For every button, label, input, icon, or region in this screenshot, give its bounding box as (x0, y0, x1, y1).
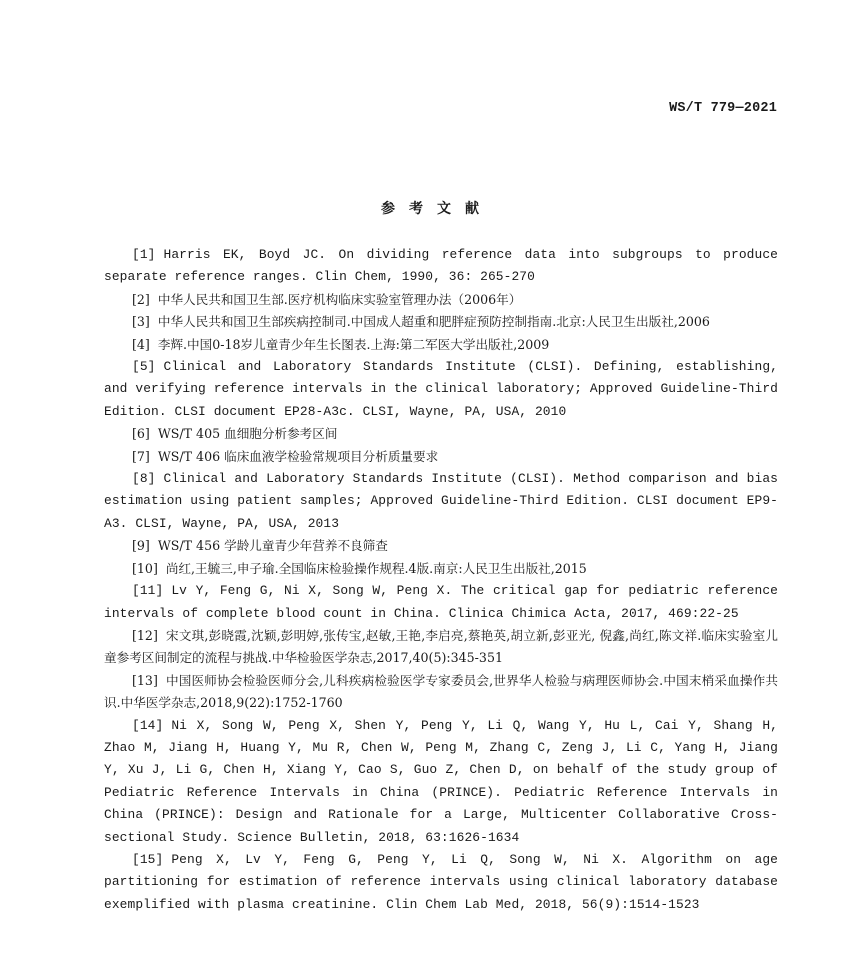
reference-item (104, 289, 778, 311)
reference-item (104, 715, 778, 849)
reference-text: Lv Y, Feng G, Ni X, Song W, Peng X. The critical gap for pediatric reference intervals of complete blood count in China. Clinica Chimica Acta, 2017, 469:22-25 (104, 583, 778, 621)
reference-text: Clinical and Laboratory Standards Institute (CLSI). Method comparison and bias estimation using patient samples; Approved Guideline-Third Edition. CLSI document EP9-A3. CLSI, Wayne, PA, USA, 2013 (104, 471, 778, 531)
reference-text: 中华人民共和国卫生部.医疗机构临床实验室管理办法（2006年） (157, 291, 522, 307)
reference-number: [6] (132, 426, 150, 442)
reference-number: [13] (132, 672, 158, 688)
reference-text: Ni X, Song W, Peng X, Shen Y, Peng Y, Li Q, Wang Y, Hu L, Cai Y, Shang H, Zhao M, Jiang H, Huang Y, Mu R, Chen W, Peng M, Zhang C, Zeng J, Li C, Yang H, Jiang Y, Xu J, Li G, Chen H, Xiang Y, Cao S, Guo Z, Chen D, on behalf of the study group of Pediatric Reference Intervals in China (PRINCE). Pediatric Reference Intervals in China (PRINCE): Design and Rationale for a Large, Multicenter Collaborative Cross-sectional Study. Science Bulletin, 2018, 63:1626-1634 (104, 717, 778, 845)
reference-item (104, 558, 778, 580)
reference-number: [14] (132, 717, 164, 733)
reference-text: 中国医师协会检验医师分会,儿科疾病检验医学专家委员会,世界华人检验与病理医师协会.中国末梢采血操作共识.中华医学杂志,2018,9(22):1752-1760 (104, 672, 778, 711)
reference-item (104, 334, 778, 356)
reference-item (104, 423, 778, 445)
reference-item (104, 580, 778, 625)
reference-item (104, 468, 778, 535)
standard-code: WS/T 779—2021 (669, 101, 777, 116)
reference-number: [11] (132, 583, 164, 599)
reference-item (104, 446, 778, 468)
reference-item (104, 356, 778, 423)
reference-text: WS/T 405 血细胞分析参考区间 (157, 426, 338, 442)
reference-item (104, 311, 778, 333)
reference-number: [7] (132, 448, 150, 464)
reference-text: Clinical and Laboratory Standards Institute (CLSI). Defining, establishing, and verifying reference intervals in the clinical laboratory; Approved Guideline-Third Edition. CLSI document EP28-A3c. CLSI, Wayne, PA, USA, 2010 (104, 359, 778, 419)
reference-text: 宋文琪,彭晓霞,沈颖,彭明婷,张传宝,赵敏,王艳,李启亮,蔡艳英,胡立新,彭亚光, 倪鑫,尚红,陈文祥.临床实验室儿童参考区间制定的流程与挑战.中华检验医学杂志,2017,40(5):345-351 (104, 627, 778, 666)
reference-text: WS/T 456 学龄儿童青少年营养不良筛查 (157, 538, 388, 554)
reference-number: [5] (132, 359, 156, 375)
reference-item (104, 625, 778, 670)
reference-number: [12] (132, 627, 158, 643)
reference-text: Harris EK, Boyd JC. On dividing reference data into subgroups to produce separate reference ranges. Clin Chem, 1990, 36: 265-270 (104, 247, 778, 285)
reference-text: WS/T 406 临床血液学检验常规项目分析质量要求 (157, 448, 439, 464)
reference-text: 李辉.中国0-18岁儿童青少年生长图表.上海:第二军医大学出版社,2009 (157, 336, 550, 352)
reference-item (104, 670, 778, 715)
reference-list (104, 244, 778, 916)
reference-item (104, 244, 778, 289)
reference-number: [9] (132, 538, 150, 554)
reference-number: [15] (132, 851, 164, 867)
reference-number: [8] (132, 471, 156, 487)
reference-item (104, 535, 778, 557)
reference-text: 尚红,王毓三,申子瑜.全国临床检验操作规程.4版.南京:人民卫生出版社,2015 (165, 560, 587, 576)
reference-number: [3] (132, 314, 150, 330)
reference-number: [2] (132, 291, 150, 307)
page-title: 参考文献 (381, 201, 493, 217)
reference-number: [1] (132, 247, 156, 262)
reference-text: 中华人民共和国卫生部疾病控制司.中国成人超重和肥胖症预防控制指南.北京:人民卫生出版社,2006 (157, 314, 710, 330)
reference-number: [10] (132, 560, 158, 576)
reference-number: [4] (132, 336, 150, 352)
reference-text: Peng X, Lv Y, Feng G, Peng Y, Li Q, Song W, Ni X. Algorithm on age partitioning for estimation of reference intervals using clinical laboratory database exemplified with plasma creatinine. Clin Chem Lab Med, 2018, 56(9):1514-1523 (104, 851, 778, 912)
reference-item (104, 849, 778, 916)
